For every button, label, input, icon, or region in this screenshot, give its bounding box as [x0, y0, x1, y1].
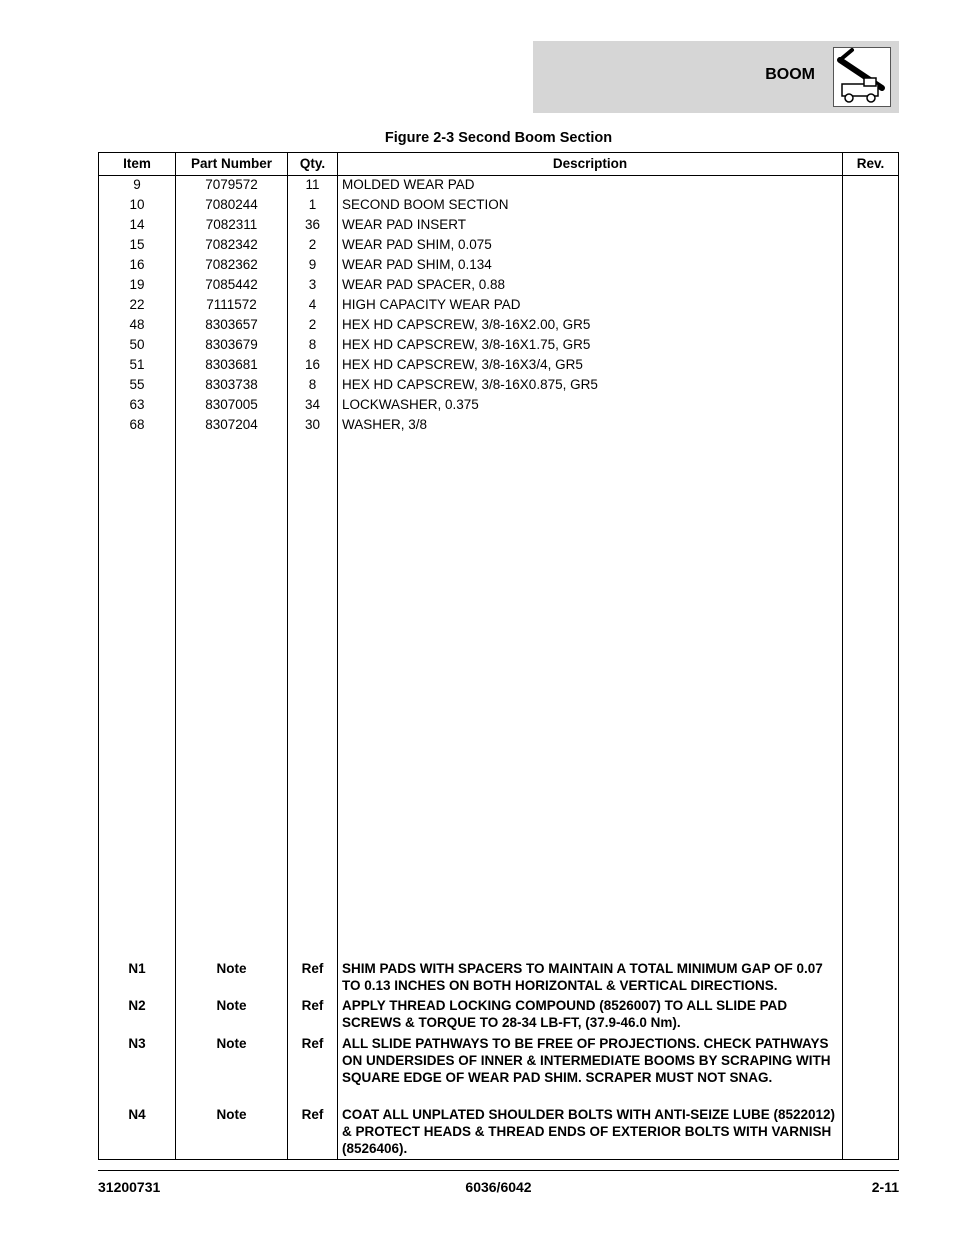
part-number-cell: 7080244 [205, 197, 258, 212]
item-cell: 50 [129, 337, 145, 352]
qty-cell: 9 [308, 257, 317, 272]
column-header-part-number: Part Number [190, 156, 273, 171]
qty-cell: 2 [308, 237, 317, 252]
description-cell: WEAR PAD SHIM, 0.134 [342, 257, 492, 272]
description-cell: HEX HD CAPSCREW, 3/8-16X3/4, GR5 [342, 357, 583, 372]
table-row [99, 335, 898, 355]
page-footer [98, 1170, 899, 1195]
description-cell: WEAR PAD SPACER, 0.88 [342, 277, 506, 292]
qty-cell: 30 [304, 417, 321, 432]
note-description-cell: SHIM PADS WITH SPACERS TO MAINTAIN A TOTAL MINIMUM GAP OF 0.07 TO 0.13 INCHES ON BOTH HORIZONTAL & VERTICAL DIRECTIONS. [342, 961, 823, 993]
qty-cell: 2 [308, 317, 317, 332]
description-cell: HEX HD CAPSCREW, 3/8-16X1.75, GR5 [342, 337, 591, 352]
part-number-cell: 7079572 [205, 177, 258, 192]
doc-number: 31200731 [98, 1179, 161, 1195]
note-description-cell: APPLY THREAD LOCKING COMPOUND (8526007) TO ALL SLIDE PAD SCREWS & TORQUE TO 28-34 LB-FT, (37.9-46.0 Nm). [342, 998, 788, 1030]
note-item-cell: N4 [128, 1107, 146, 1122]
page-number: 2-11 [871, 1179, 899, 1195]
table-row [99, 355, 898, 375]
item-cell: 9 [133, 177, 141, 192]
item-cell: 16 [129, 257, 145, 272]
description-cell: WASHER, 3/8 [342, 417, 428, 432]
item-cell: 51 [129, 357, 145, 372]
table-row [99, 255, 898, 275]
column-header-rev: Rev. [856, 156, 885, 171]
note-part-cell: Note [216, 961, 247, 976]
table-row [99, 235, 898, 255]
column-header-qty: Qty. [299, 156, 326, 171]
description-cell: HIGH CAPACITY WEAR PAD [342, 297, 521, 312]
description-cell: WEAR PAD INSERT [342, 217, 467, 232]
part-number-cell: 8303738 [205, 377, 258, 392]
item-cell: 10 [129, 197, 145, 212]
part-number-cell: 7111572 [206, 297, 257, 312]
qty-cell: 11 [305, 177, 320, 192]
part-number-cell: 7082311 [205, 217, 258, 232]
description-cell: HEX HD CAPSCREW, 3/8-16X0.875, GR5 [342, 377, 598, 392]
item-cell: 63 [129, 397, 145, 412]
section-title: BOOM [765, 66, 815, 83]
qty-cell: 4 [308, 297, 317, 312]
note-part-cell: Note [216, 1036, 247, 1051]
table-row [99, 415, 898, 435]
table-row [99, 295, 898, 315]
part-number-cell: 8303679 [205, 337, 258, 352]
description-cell: LOCKWASHER, 0.375 [342, 397, 479, 412]
figure-title: Figure 2-3 Second Boom Section [384, 130, 613, 146]
part-number-cell: 8303681 [205, 357, 258, 372]
description-cell: MOLDED WEAR PAD [342, 177, 475, 192]
qty-cell: 36 [304, 217, 321, 232]
note-description-cell: ALL SLIDE PATHWAYS TO BE FREE OF PROJECTIONS. CHECK PATHWAYS ON UNDERSIDES OF INNER & INTERMEDIATE BOOMS BY SCRAPING WITH SQUARE EDGE OF WEAR PAD SHIM. SCRAPER MUST NOT SNAG. [342, 1036, 831, 1085]
note-qty-cell: Ref [301, 1036, 324, 1051]
item-cell: 68 [129, 417, 145, 432]
table-row [99, 195, 898, 215]
part-number-cell: 8303657 [205, 317, 258, 332]
note-item-cell: N3 [128, 1036, 146, 1051]
qty-cell: 3 [308, 277, 317, 292]
note-item-cell: N1 [128, 961, 146, 976]
note-qty-cell: Ref [301, 1107, 324, 1122]
note-qty-cell: Ref [301, 961, 324, 976]
column-header-item: Item [123, 156, 151, 171]
part-number-cell: 7085442 [205, 277, 258, 292]
description-cell: HEX HD CAPSCREW, 3/8-16X2.00, GR5 [342, 317, 591, 332]
description-cell: WEAR PAD SHIM, 0.075 [342, 237, 492, 252]
part-number-cell: 8307005 [205, 397, 258, 412]
item-cell: 19 [129, 277, 145, 292]
table-row [99, 395, 898, 415]
qty-cell: 8 [308, 377, 317, 392]
table-row [99, 275, 898, 295]
table-row [99, 315, 898, 335]
parts-table [98, 152, 899, 1160]
note-part-cell: Note [216, 1107, 247, 1122]
part-number-cell: 7082362 [205, 257, 258, 272]
table-row [99, 215, 898, 235]
item-cell: 14 [129, 217, 145, 232]
qty-cell: 16 [304, 357, 321, 372]
boom-machine-icon [833, 47, 891, 107]
model-number: 6036/6042 [465, 1179, 532, 1195]
table-row [99, 375, 898, 395]
note-description-cell: COAT ALL UNPLATED SHOULDER BOLTS WITH ANTI-SEIZE LUBE (8522012) & PROTECT HEADS & THREAD ENDS OF EXTERIOR BOLTS WITH VARNISH (8526406). [342, 1107, 836, 1156]
note-item-cell: N2 [128, 998, 146, 1013]
qty-cell: 1 [308, 197, 317, 212]
table-row [99, 175, 898, 195]
note-qty-cell: Ref [301, 998, 324, 1013]
column-header-description: Description [552, 156, 628, 171]
description-cell: SECOND BOOM SECTION [342, 197, 509, 212]
part-number-cell: 7082342 [205, 237, 258, 252]
qty-cell: 8 [308, 337, 317, 352]
item-cell: 15 [129, 237, 145, 252]
item-cell: 48 [129, 317, 145, 332]
qty-cell: 34 [304, 397, 321, 412]
part-number-cell: 8307204 [205, 417, 258, 432]
note-part-cell: Note [216, 998, 247, 1013]
item-cell: 55 [129, 377, 145, 392]
section-tab [533, 41, 899, 113]
item-cell: 22 [129, 297, 145, 312]
